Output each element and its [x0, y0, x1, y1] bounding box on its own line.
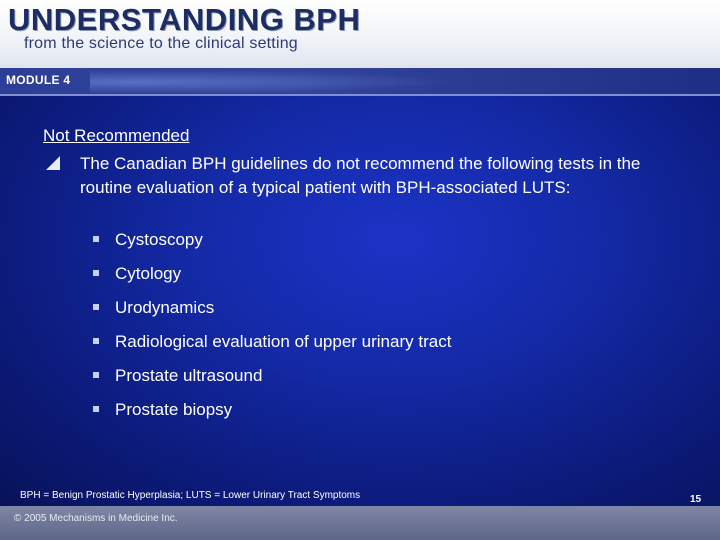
square-bullet-icon — [93, 372, 99, 378]
list-item-label: Prostate ultrasound — [115, 366, 263, 385]
page-number: 15 — [690, 494, 702, 505]
list-item-label: Cystoscopy — [115, 230, 203, 249]
abbreviation-footnote: BPH = Benign Prostatic Hyperplasia; LUTS = Lower Urinary Tract Symptoms — [20, 490, 361, 501]
section-title: Not Recommended — [43, 126, 190, 145]
lead-paragraph: The Canadian BPH guidelines do not recommend the following tests in the routine evaluation of a typical patient with BPH-associated LUTS: — [80, 154, 641, 197]
list-item-label: Radiological evaluation of upper urinary tract — [115, 332, 452, 351]
copyright-notice: © 2005 Mechanisms in Medicine Inc. — [14, 513, 178, 524]
list-item-label: Prostate biopsy — [115, 400, 233, 419]
square-bullet-icon — [93, 304, 99, 310]
square-bullet-icon — [93, 236, 99, 242]
triangle-bullet-icon — [46, 156, 60, 170]
square-bullet-icon — [93, 406, 99, 412]
square-bullet-icon — [93, 338, 99, 344]
slide-header — [0, 0, 720, 68]
slide-footer — [0, 506, 720, 540]
slide-body — [0, 96, 720, 506]
module-label: MODULE 4 — [6, 73, 71, 87]
module-bar-swoosh — [90, 68, 510, 96]
square-bullet-icon — [93, 270, 99, 276]
slide-subtitle: from the science to the clinical setting — [24, 35, 298, 52]
slide-title: UNDERSTANDING BPH — [8, 2, 361, 37]
list-item-label: Urodynamics — [115, 298, 215, 317]
module-bar — [0, 68, 720, 96]
list-item-label: Cytology — [115, 264, 182, 283]
